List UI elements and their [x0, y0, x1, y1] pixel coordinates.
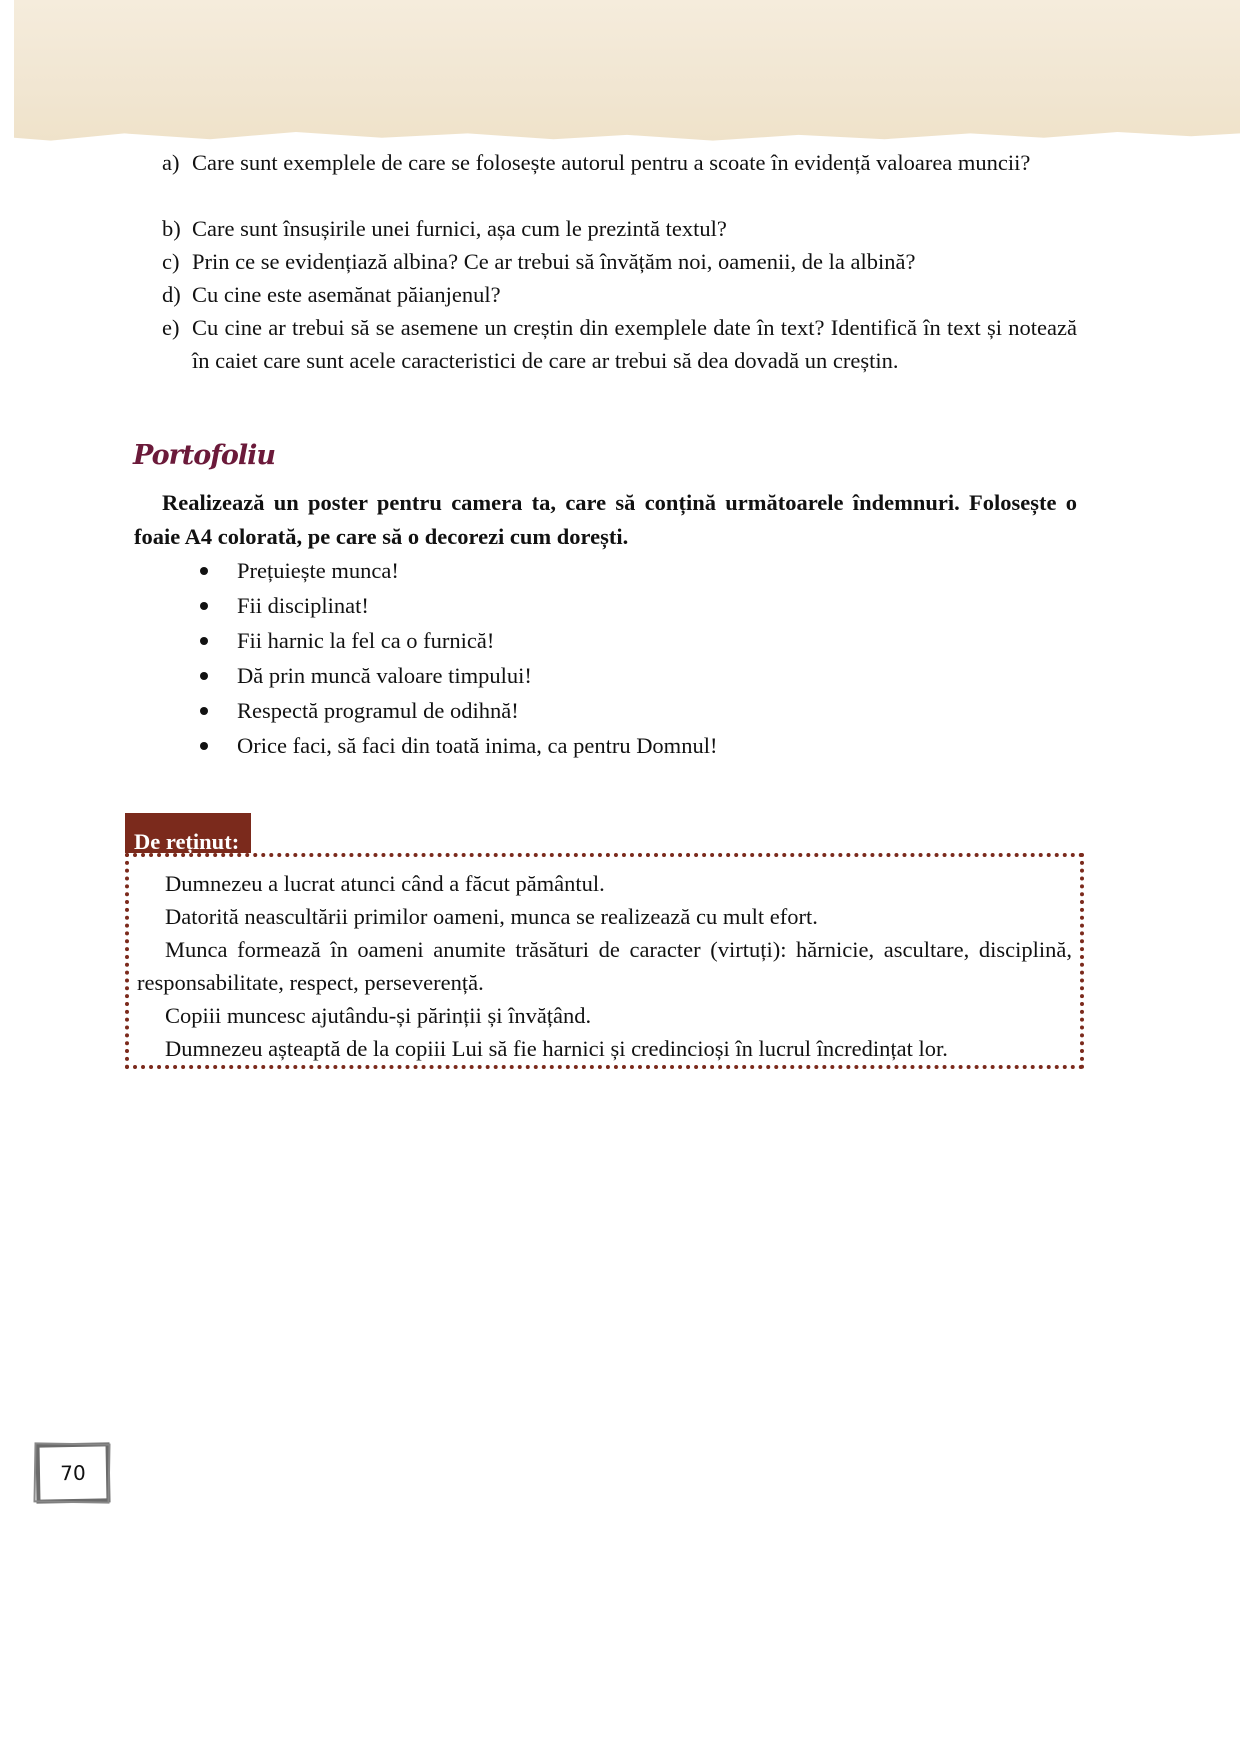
list-item-text: Fii harnic la fel ca o furnică!: [237, 628, 495, 653]
list-item-text: Prețuiește munca!: [237, 558, 399, 583]
bullet-icon: [200, 742, 208, 750]
question-text: Care sunt exemplele de care se folosește autorul pentru a scoate în evidență valoarea muncii?: [192, 150, 1031, 175]
question-e: [162, 311, 1077, 377]
question-text: Cu cine este asemănat păianjenul?: [192, 282, 501, 307]
retinut-paragraph: Copiii muncesc ajutându-și părinții și învățând.: [165, 1003, 592, 1028]
list-item: [200, 658, 717, 693]
bullet-icon: [200, 707, 208, 715]
list-item: [200, 728, 717, 763]
question-label: b): [162, 216, 181, 241]
question-text: Care sunt însușirile unei furnici, așa cum le prezintă textul?: [192, 216, 727, 241]
question-c: [162, 245, 1077, 278]
page-number: 70: [35, 1442, 110, 1503]
portofoliu-list: [200, 553, 717, 763]
portofoliu-title: Portofoliu: [133, 440, 276, 471]
retinut-paragraph: Munca formează în oameni anumite trăsături de caracter (virtuți): hărnicie, ascultare, disciplină, responsabilitate, respect, perseverență.: [137, 937, 1072, 995]
list-item: [200, 553, 717, 588]
list-item: [200, 623, 717, 658]
list-item: [200, 693, 717, 728]
retinut-paragraph: Datorită neascultării primilor oameni, munca se realizează cu mult efort.: [165, 904, 818, 929]
retinut-paragraph: Dumnezeu așteaptă de la copiii Lui să fie harnici și credincioși în lucrul încredințat lor.: [165, 1036, 948, 1061]
retinut-label: De reținut:: [125, 813, 251, 853]
question-b: [162, 212, 1077, 245]
question-d: [162, 278, 1077, 311]
retinut-paragraph: Dumnezeu a lucrat atunci când a făcut pământul.: [165, 871, 605, 896]
question-label: d): [162, 282, 181, 307]
bullet-icon: [200, 602, 208, 610]
question-label: c): [162, 249, 180, 274]
question-label: e): [162, 315, 180, 340]
portofoliu-instruction: Realizează un poster pentru camera ta, care să conțină următoarele îndemnuri. Folosește o foaie A4 colorată, pe care să o decorezi cum dorești.: [134, 490, 1077, 549]
bullet-icon: [200, 672, 208, 680]
question-text: Prin ce se evidențiază albina? Ce ar trebui să învățăm noi, oamenii, de la albină?: [192, 249, 916, 274]
header-paper-band: [14, 0, 1240, 145]
list-item-text: Dă prin muncă valoare timpului!: [237, 663, 532, 688]
question-label: a): [162, 150, 180, 175]
bullet-icon: [200, 637, 208, 645]
bullet-icon: [200, 567, 208, 575]
retinut-box: [125, 853, 1084, 1069]
question-text: Cu cine ar trebui să se asemene un creștin din exemplele date în text? Identifică în text și notează în caiet care sunt acele caracteristici de care ar trebui să dea dovadă un creștin.: [192, 315, 1077, 373]
list-item: [200, 588, 717, 623]
list-item-text: Orice faci, să faci din toată inima, ca pentru Domnul!: [237, 733, 718, 758]
question-a: [162, 146, 1077, 179]
list-item-text: Respectă programul de odihnă!: [237, 698, 519, 723]
list-item-text: Fii disciplinat!: [237, 593, 369, 618]
